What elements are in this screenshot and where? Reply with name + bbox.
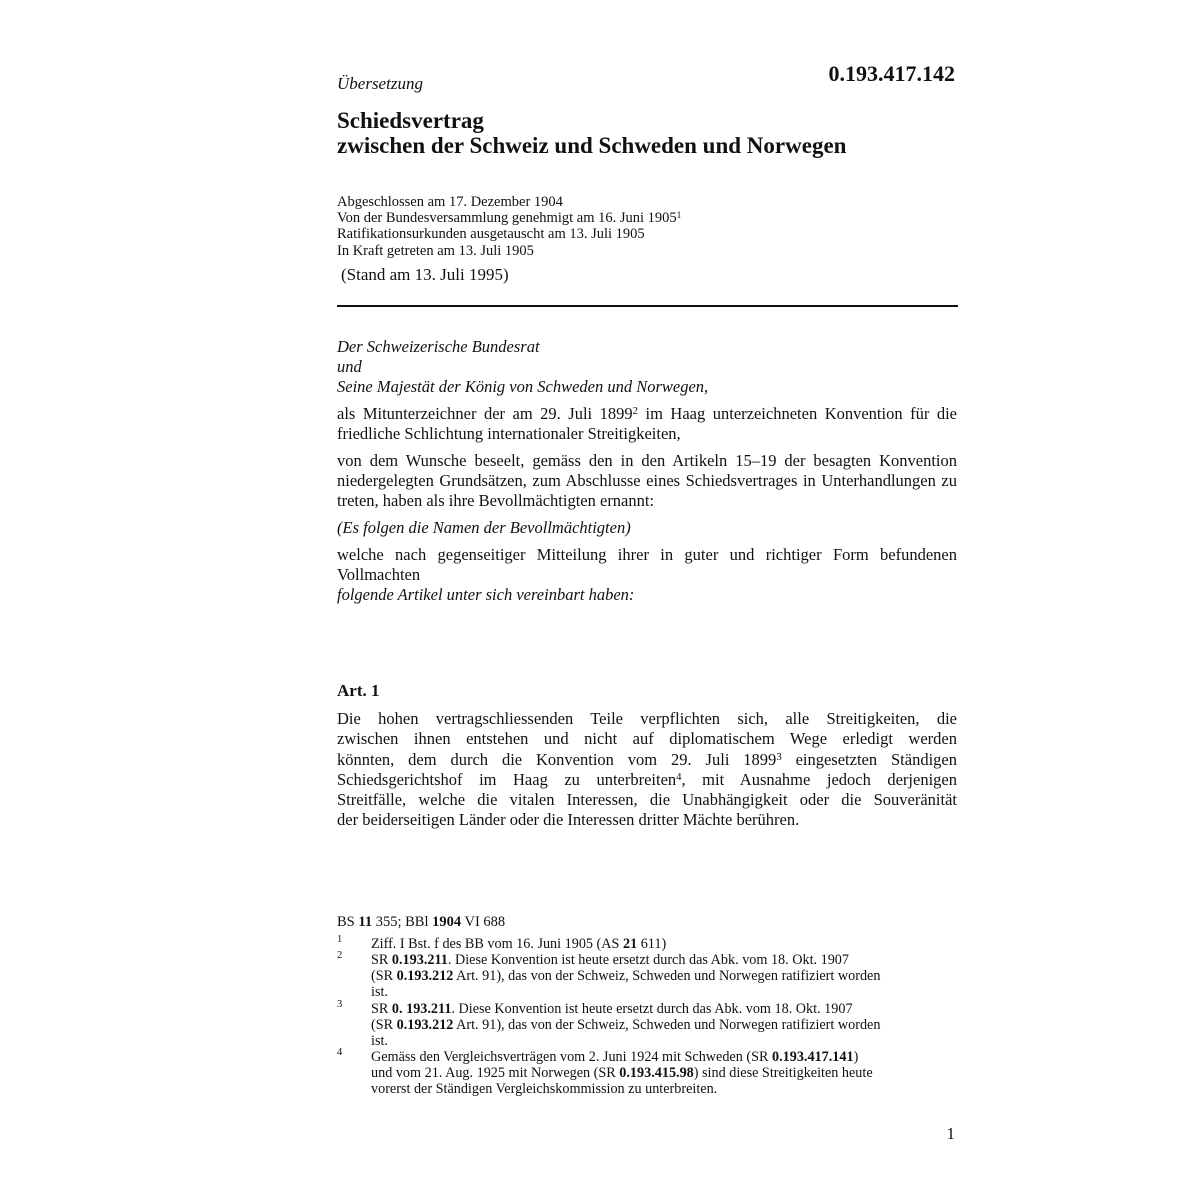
party-1: Der Schweizerische Bundesrat: [337, 337, 540, 356]
party-2: Seine Majestät der König von Schweden und Norwegen,: [337, 377, 709, 396]
meta-concluded: Abgeschlossen am 17. Dezember 1904: [337, 194, 563, 210]
footnote-number: 3: [337, 999, 343, 1010]
meta-approved: Von der Bundesversammlung genehmigt am 16. Juni 1905$^1$: [337, 210, 682, 227]
preamble-closing: folgende Artikel unter sich vereinbart haben:: [337, 585, 635, 604]
footnote-ref-3[interactable]: 3: [776, 750, 782, 763]
plenipotentiaries-note: (Es folgen die Namen der Bevollmächtigten): [337, 518, 631, 537]
document-title: [337, 108, 957, 158]
title-line-1: Schiedsvertrag: [337, 108, 484, 133]
article-line: der beiderseitigen Länder oder die Interessen dritter Mächte berühren.: [337, 810, 800, 830]
meta-ratified: Ratifikationsurkunden ausgetauscht am 13. Juli 1905: [337, 226, 645, 243]
page-number: 1: [946, 1124, 955, 1143]
source-reference: BS 11 355; BBl 1904 VI 688: [337, 914, 506, 930]
conjunction: und: [337, 357, 362, 376]
article-line: Streitfälle, welche die vitalen Interessen, die Unabhängigkeit oder die Souveränität: [337, 790, 957, 810]
horizontal-rule: [337, 305, 958, 307]
title-line-2: zwischen der Schweiz und Schweden und Norwegen: [337, 133, 847, 158]
meta-in-force: In Kraft getreten am 13. Juli 1905: [337, 242, 534, 259]
preamble: [337, 337, 957, 605]
article-1-body: [337, 709, 957, 831]
treaty-metadata: [337, 194, 957, 259]
footnote-number: 1: [337, 934, 343, 945]
article-line: zwischen ihnen entstehen und nicht auf diplomatischem Wege erledigt werden: [337, 729, 957, 749]
article-line: könnten, dem durch die Konvention vom 29. Juli 1899$^3$ eingesetzten Ständigen: [337, 749, 957, 769]
sr-number: 0.193.417.142: [828, 61, 955, 86]
preamble-paragraph-2: von dem Wunsche beseelt, gemäss den in den Artikeln 15–19 der besagten Konvention niedergelegten Grundsätzen, zum Abschlusse eines Schiedsvertrages in Unterhandlungen zu treten, haben als ihre Bevollmächtigten ernannt:: [337, 451, 957, 510]
preamble-paragraph-1: als Mitunterzeichner der am 29. Juli 1899$^2$ im Haag unterzeichneten Konvention für die friedliche Schlichtung internationaler Streitigkeiten,: [337, 404, 957, 443]
status-date: (Stand am 13. Juli 1995): [341, 265, 509, 284]
footnote-number: 4: [337, 1047, 343, 1058]
article-line: Schiedsgerichtshof im Haag zu unterbreiten$^4$, mit Ausnahme jedoch derjenigen: [337, 769, 957, 789]
translation-label: Übersetzung: [337, 74, 423, 93]
footnote-number: 2: [337, 950, 343, 961]
preamble-paragraph-3: welche nach gegenseitiger Mitteilung ihrer in guter und richtiger Form befundenen Vollmachten: [337, 545, 957, 584]
article-line: Die hohen vertragschliessenden Teile verpflichten sich, alle Streitigkeiten, die: [337, 709, 957, 728]
article-title: Art. 1: [337, 681, 380, 700]
footnote-ref-1[interactable]: 1: [676, 210, 682, 221]
document-page: Übersetzung 0.193.417.142 Schiedsvertrag zwischen der Schweiz und Schweden und Norwegen Abgeschlossen am 17. Dezember 1904 Von der Bundesversammlung genehmigt am 16. Juni 1905$^1$ Ratifikationsurkunden ausgetauscht am 13. Juli 1905 In Kraft getreten am 13. Juli 1905 (Stand am 13. Juli 1995) Der Schweizerische Bundesrat und Seine Majestät der König von Schweden und Norwegen, als Mitunterzeichner der am 29. Juli 1899$^2$ im Haag unterzeichneten Konvention für die friedliche Schlichtung internationaler Streitigkeiten, von dem Wunsche beseelt, gemäss den in den Artikeln 15–19 der besagten Konvention niedergelegten Grundsätzen, zum Abschlusse eines Schiedsvertrages in Unterhandlungen zu treten, haben als ihre Bevollmächtigten ernannt: (Es folgen die Namen der Bevollmächtigten) welche nach gegenseitiger Mitteilung ihrer in guter und richtiger Form befundenen Vollmachten folgende Artikel unter sich vereinbart haben: Art. 1 Die hohen vertragschliessenden Teile verpflichten sich, alle Streitigkeiten, die zwischen ihnen entstehen und nicht auf diplomatischem Wege erledigt werden könnten, dem durch die Konvention vom 29. Juli 1899$^3$ eingesetzten Ständigen Schiedsgerichtshof im Haag zu unterbreiten$^4$, mit Ausnahme jedoch derjenigen Streitfälle, welche die vitalen Interessen, die Unabhängigkeit oder die Souveränität der beiderseitigen Länder oder die Interessen dritter Mächte berühren. BS 11 355; BBl 1904 VI 688 1 Ziff. I Bst. f des BB vom 16. Juni 1905 (AS 21 611) 2 SR 0.193.211. Diese Konvention ist heute ersetzt durch das Abk. vom 18. Okt. 1907 (SR 0.193.212 Art. 91), das von der Schweiz, Schweden und Norwegen ratifiziert worden ist. 3 SR 0. 193.211. Diese Konvention ist heute ersetzt durch das Abk. vom 18. Okt. 1907 (SR 0.193.212 Art. 91), das von der Schweiz, Schweden und Norwegen ratifiziert worden ist. 4 Gemäss den Vergleichsverträgen vom 2. Juni 1924 mit Schweden (SR 0.193.417.141) und vom 21. Aug. 1925 mit Norwegen (SR 0.193.415.98) sind diese Streitigkeiten heute vorerst der Ständigen Vergleichskommission zu unterbreiten. 1: [337, 61, 957, 1143]
footnote-ref-4[interactable]: 4: [676, 771, 682, 784]
footnote-ref-2[interactable]: 2: [632, 405, 639, 418]
